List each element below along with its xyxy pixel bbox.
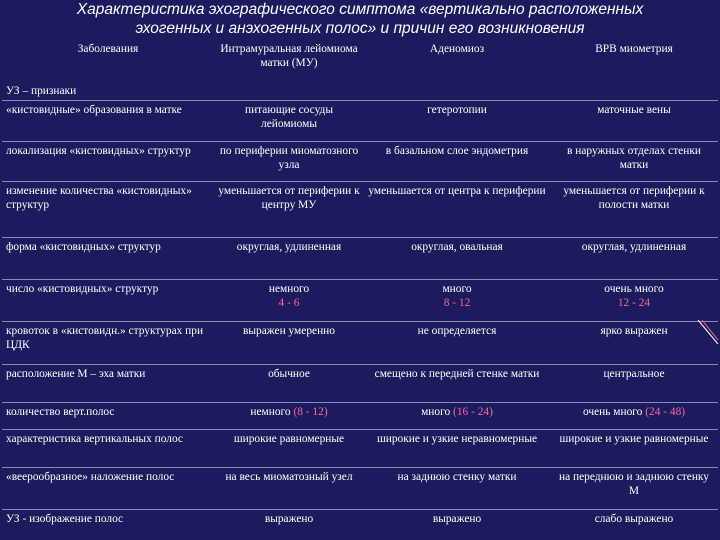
cell-myoma: уменьшается от периферии к центру МУ: [214, 182, 364, 238]
cell-myoma: выражен умеренно: [214, 322, 364, 365]
row-feature: число «кистовидных» структур: [2, 280, 214, 322]
cell-myoma: [214, 280, 364, 322]
row-feature: форма «кистовидных» структур: [2, 238, 214, 280]
row-feature: «кистовидные» образования в матке: [2, 101, 214, 142]
header-corner-cell: [2, 40, 214, 101]
title-line-2: эхогенных и анэхогенных полос» и причин его возникновения: [135, 20, 585, 37]
row-feature: кровоток в «кистовидн.» структурах при ЦДК: [2, 322, 214, 365]
row-feature: характеристика вертикальных полос: [2, 430, 214, 468]
cell-adenomyosis: гетеротопии: [364, 101, 550, 142]
cell-range: (24 - 48): [645, 406, 686, 418]
cell-text: много: [421, 406, 451, 418]
cell-text: немного: [268, 283, 310, 295]
cell-text: очень много: [604, 283, 664, 295]
row-feature: «веерообразное» наложение полос: [2, 468, 214, 510]
header-us-signs: УЗ – признаки: [6, 85, 77, 97]
row-feature: изменение количества «кистовидных» структур: [2, 182, 214, 238]
cell-text: немного: [250, 406, 291, 418]
table-row: [2, 280, 718, 322]
cell-varicose: [550, 280, 718, 322]
cell-varicose: слабо выражено: [550, 510, 718, 532]
table-row: [2, 101, 718, 142]
header-col-myoma: Интрамуральная лейомиома матки (МУ): [220, 43, 358, 69]
cell-varicose: округлая, удлиненная: [550, 238, 718, 280]
cell-varicose: широкие и узкие равномерные: [550, 430, 718, 468]
cell-adenomyosis: [364, 403, 550, 430]
cell-myoma: по периферии миоматозного узла: [214, 142, 364, 182]
header-diseases: Заболевания: [77, 43, 139, 55]
cell-adenomyosis: не определяется: [364, 322, 550, 365]
cell-varicose: в наружных отделах стенки матки: [550, 142, 718, 182]
cell-varicose: маточные вены: [550, 101, 718, 142]
cell-myoma: питающие сосуды лейомиомы: [214, 101, 364, 142]
table-row: [2, 365, 718, 403]
title-line-1: Характеристика эхографического симптома «вертикально расположенных: [76, 1, 644, 18]
pointer-arrow-icon: [696, 318, 720, 348]
cell-text: очень много: [582, 406, 643, 418]
table-row: [2, 238, 718, 280]
cell-adenomyosis: [364, 280, 550, 322]
row-feature: количество верт.полос: [2, 403, 214, 430]
table-row: [2, 510, 718, 532]
cell-varicose: ярко выражен: [550, 322, 718, 365]
cell-adenomyosis: широкие и узкие неравномерные: [364, 430, 550, 468]
header-col-adenomyosis: Аденомиоз: [429, 43, 485, 55]
cell-myoma: округлая, удлиненная: [214, 238, 364, 280]
cell-varicose: центральное: [550, 365, 718, 403]
cell-range: 8 - 12: [443, 297, 471, 309]
table-row: [2, 142, 718, 182]
table-row: [2, 430, 718, 468]
cell-range: (16 - 24): [453, 406, 493, 418]
row-feature: локализация «кистовидных» структур: [2, 142, 214, 182]
cell-myoma: выражено: [214, 510, 364, 532]
table-row: [2, 182, 718, 238]
table-row: [2, 468, 718, 510]
table-row: [2, 403, 718, 430]
row-feature: УЗ - изображение полос: [2, 510, 214, 532]
row-feature: расположение М – эха матки: [2, 365, 214, 403]
cell-adenomyosis: смещено к передней стенке матки: [364, 365, 550, 403]
cell-range: 4 - 6: [278, 297, 300, 309]
cell-myoma: обычное: [214, 365, 364, 403]
cell-adenomyosis: выражено: [364, 510, 550, 532]
cell-adenomyosis: округлая, овальная: [364, 238, 550, 280]
cell-range: (8 - 12): [293, 406, 328, 418]
cell-varicose: [550, 403, 718, 430]
header-col-varicose: ВРВ миометрия: [595, 43, 673, 55]
cell-myoma: на весь миоматозный узел: [214, 468, 364, 510]
slide-title: [0, 0, 720, 38]
comparison-table-container: [2, 40, 718, 532]
cell-adenomyosis: в базальном слое эндометрия: [364, 142, 550, 182]
cell-varicose: уменьшается от периферии к полости матки: [550, 182, 718, 238]
cell-myoma: [214, 403, 364, 430]
cell-myoma: широкие равномерные: [214, 430, 364, 468]
comparison-table: [2, 40, 718, 532]
table-header-row: [2, 40, 718, 101]
cell-varicose: на переднюю и заднюю стенку М: [550, 468, 718, 510]
cell-text: много: [442, 283, 472, 295]
cell-adenomyosis: уменьшается от центра к периферии: [364, 182, 550, 238]
cell-range: 12 - 24: [617, 297, 651, 309]
cell-adenomyosis: на заднюю стенку матки: [364, 468, 550, 510]
table-row: [2, 322, 718, 365]
